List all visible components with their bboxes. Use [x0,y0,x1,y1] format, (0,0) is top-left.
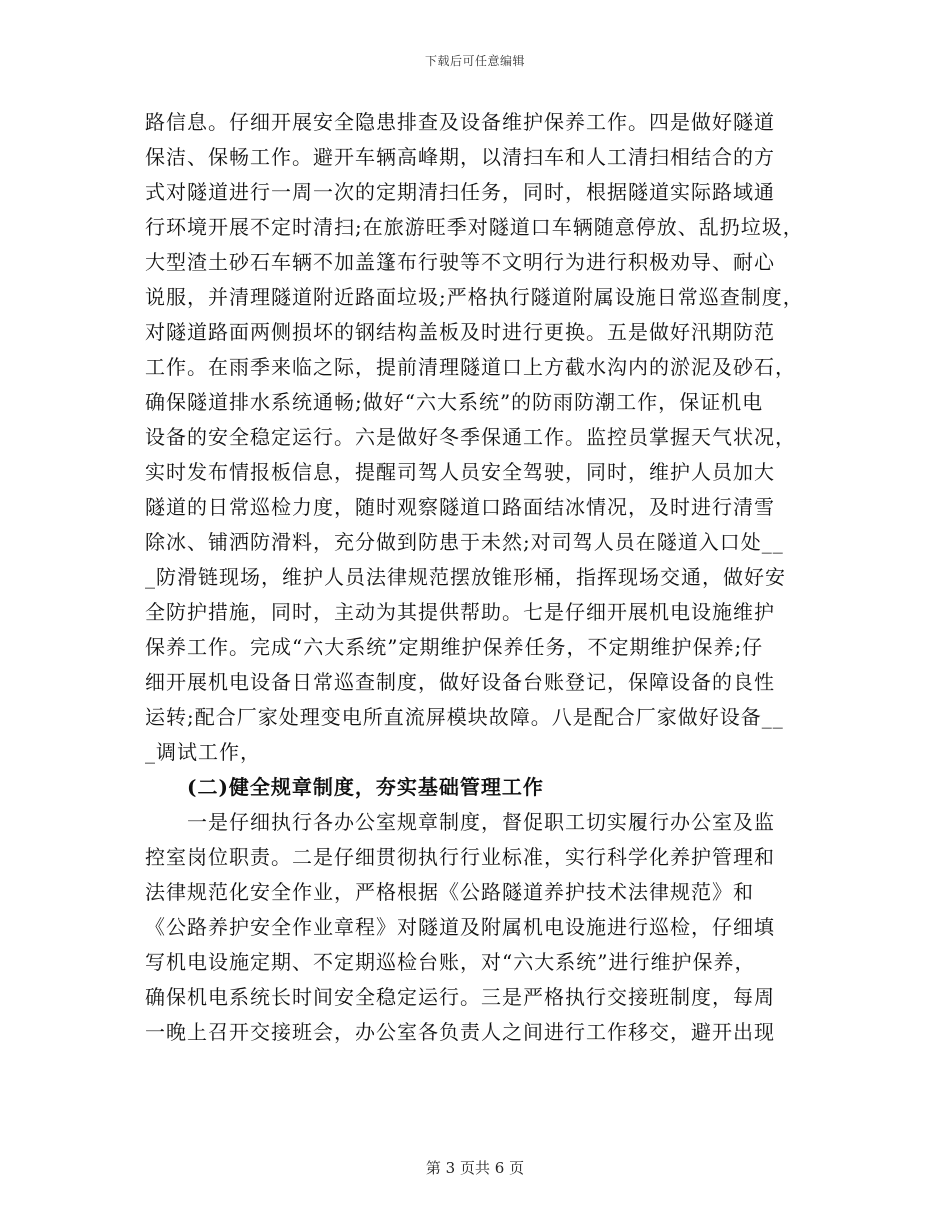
text-line: 确保机电系统长时间安全稳定运行。三是严格执行交接班制度，每周 [145,985,775,1009]
text-line: 对隧道路面两侧损坏的钢结构盖板及时进行更换。五是做好汛期防范 [145,320,775,344]
text-line: 全防护措施，同时，主动为其提供帮助。七是仔细开展机电设施维护 [145,600,775,624]
text-line: 大型渣土砂石车辆不加盖篷布行驶等不文明行为进行积极劝导、耐心 [145,250,775,274]
text-line: _调试工作， [145,740,261,764]
text-line: 确保隧道排水系统通畅;做好“六大系统”的防雨防潮工作，保证机电 [145,390,764,414]
text-line: 细开展机电设备日常巡查制度，做好设备台账登记，保障设备的良性 [145,670,775,694]
page-number: 第 3 页共 6 页 [425,1159,525,1177]
text-line: 一是仔细执行各办公室规章制度，督促职工切实履行办公室及监 [187,810,775,834]
text-line: 运转;配合厂家处理变电所直流屏模块故障。八是配合厂家做好设备__ [145,705,784,729]
text-line: 实时发布情报板信息，提醒司驾人员安全驾驶，同时，维护人员加大 [145,460,775,484]
text-line: 说服，并清理隧道附近路面垃圾;严格执行隧道附属设施日常巡查制度， [145,285,804,309]
text-line: 路信息。仔细开展安全隐患排查及设备维护保养工作。四是做好隧道 [145,110,775,134]
text-line: _防滑链现场，维护人员法律规范摆放锥形桶，指挥现场交通，做好安 [145,565,786,589]
text-line: 除冰、铺洒防滑料，充分做到防患于未然;对司驾人员在隧道入口处__ [145,530,784,554]
text-line: 保养工作。完成“六大系统”定期维护保养任务，不定期维护保养;仔 [145,635,764,659]
text-line: 法律规范化安全作业，严格根据《公路隧道养护技术法律规范》和 [145,880,754,904]
text-line: 一晚上召开交接班会，办公室各负责人之间进行工作移交，避开出现 [145,1020,775,1044]
section-heading: (二)健全规章制度，夯实基础管理工作 [187,775,544,799]
text-line: 式对隧道进行一周一次的定期清扫任务，同时，根据隧道实际路域通 [145,180,775,204]
text-line: 控室岗位职责。二是仔细贯彻执行行业标准，实行科学化养护管理和 [145,845,775,869]
text-line: 保洁、保畅工作。避开车辆高峰期，以清扫车和人工清扫相结合的方 [145,145,775,169]
text-line: 设备的安全稳定运行。六是做好冬季保通工作。监控员掌握天气状况， [145,425,796,449]
text-line: 《公路养护安全作业章程》对隧道及附属机电设施进行巡检，仔细填 [145,915,775,939]
text-line: 行环境开展不定时清扫;在旅游旺季对隧道口车辆随意停放、乱扔垃圾， [145,215,804,239]
text-line: 隧道的日常巡检力度，随时观察隧道口路面结冰情况，及时进行清雪 [145,495,775,519]
body-text [145,105,810,1050]
text-line: 写机电设施定期、不定期巡检台账，对“六大系统”进行维护保养， [145,950,756,974]
text-line: 工作。在雨季来临之际，提前清理隧道口上方截水沟内的淤泥及砂石， [145,355,796,379]
header-note: 下载后可任意编辑 [424,54,525,68]
